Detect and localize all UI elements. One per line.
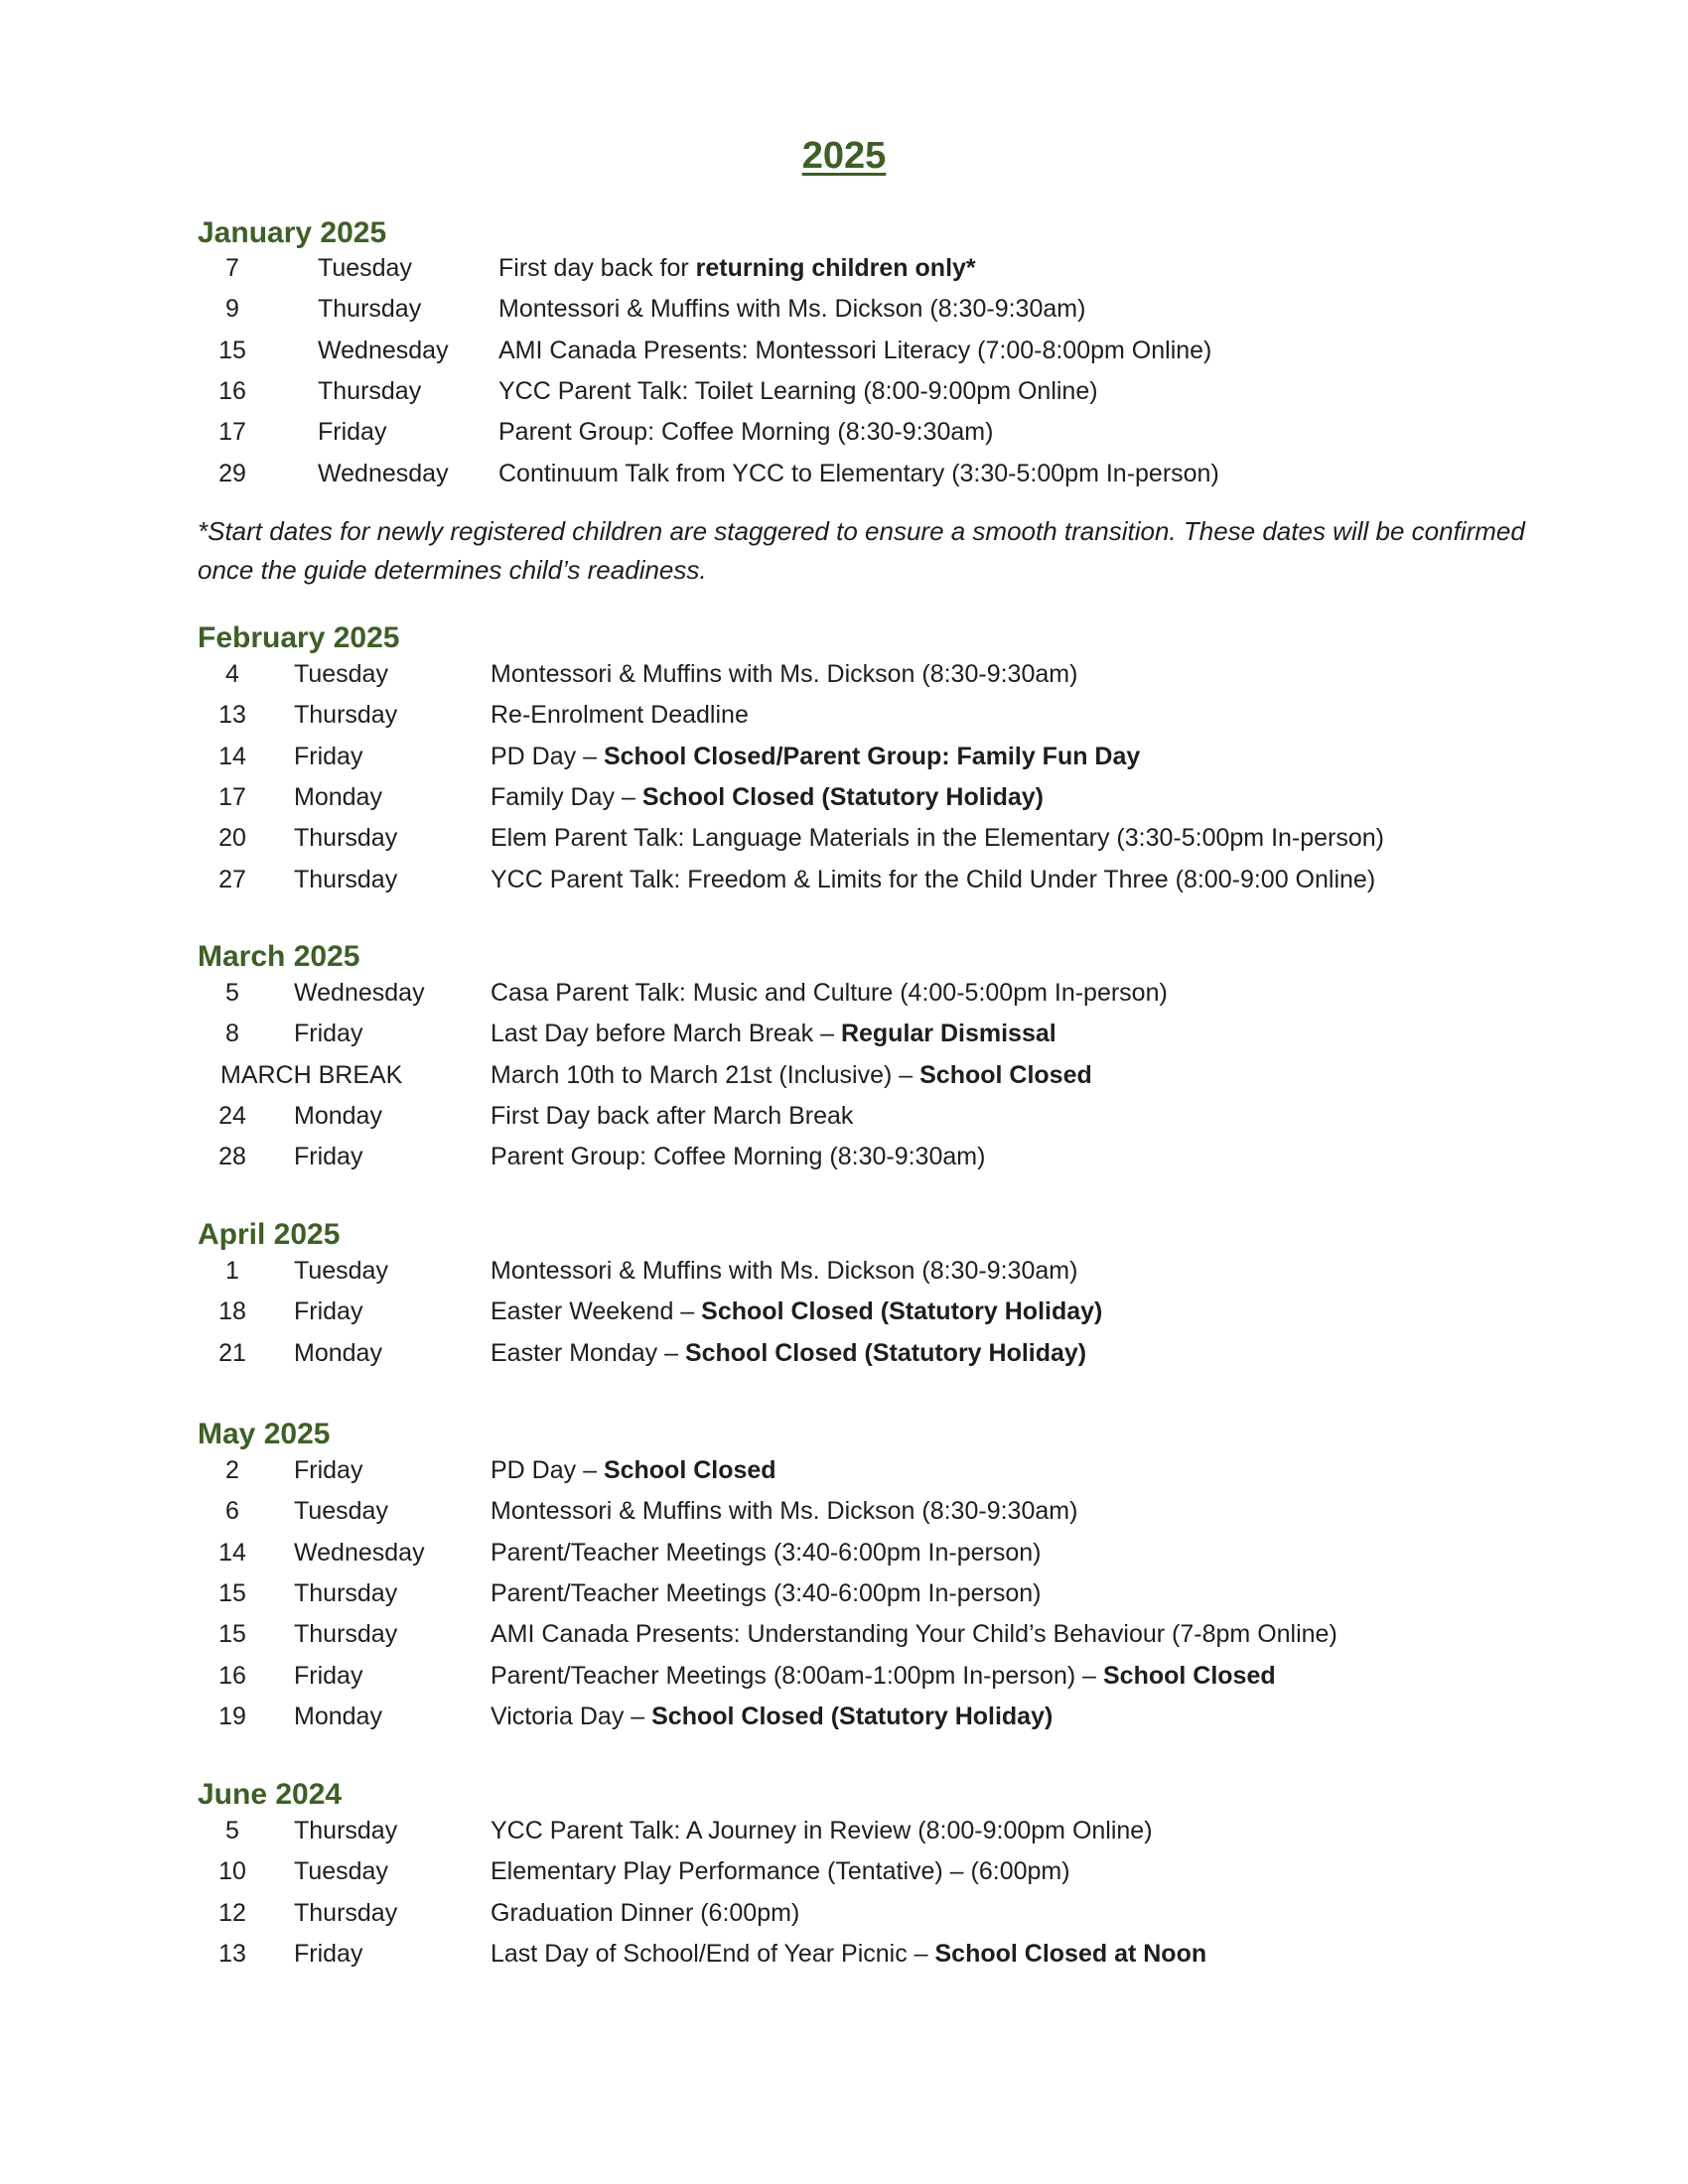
event-day: 4 xyxy=(225,660,239,688)
event-description-text: YCC Parent Talk: A Journey in Review (8:00-9:00pm Online) xyxy=(491,1817,1153,1844)
event-description xyxy=(491,1257,1077,1286)
event-description-text: Montessori & Muffins with Ms. Dickson (8:30-9:30am) xyxy=(498,295,1086,324)
event-row xyxy=(0,1817,1688,1857)
event-row xyxy=(0,660,1688,701)
event-row xyxy=(0,1940,1688,1980)
event-description xyxy=(491,1102,853,1131)
event-row xyxy=(0,337,1688,377)
event-description xyxy=(491,660,1077,689)
event-weekday: Tuesday xyxy=(294,660,388,688)
event-description xyxy=(498,460,1219,488)
event-weekday: Wednesday xyxy=(294,1538,425,1567)
event-description-text: Re-Enrolment Deadline xyxy=(491,701,749,730)
event-row xyxy=(0,743,1688,783)
event-weekday: Friday xyxy=(294,1297,363,1326)
event-description-text: Parent/Teacher Meetings (3:40-6:00pm In-person) xyxy=(491,1538,1042,1567)
event-day: 8 xyxy=(225,1020,239,1048)
event-row xyxy=(0,1620,1688,1661)
event-emphasis: School Closed (Statutory Holiday) xyxy=(701,1297,1103,1326)
event-description-text: YCC Parent Talk: Freedom & Limits for the Child Under Three (8:00-9:00 Online) xyxy=(491,865,1376,893)
event-weekday: Friday xyxy=(318,418,387,447)
event-description xyxy=(491,1143,985,1171)
event-row xyxy=(0,1061,1688,1102)
event-day: 15 xyxy=(218,1620,246,1649)
event-description-text: Montessori & Muffins with Ms. Dickson (8:30-9:30am) xyxy=(491,1497,1078,1526)
event-row xyxy=(0,418,1688,459)
event-day: 24 xyxy=(218,1101,246,1130)
event-row xyxy=(0,1703,1688,1743)
event-day: 14 xyxy=(218,1538,246,1567)
page-title: 2025 xyxy=(801,135,887,177)
event-row xyxy=(0,295,1688,336)
event-description-text: Family Day – xyxy=(491,782,642,811)
event-day: 15 xyxy=(218,336,246,364)
event-day: 13 xyxy=(218,1939,246,1968)
footnote: *Start dates for newly registered children are staggered to ensure a smooth transition. These dates will be confirmed once the guide determines child’s readiness. xyxy=(198,516,1525,585)
event-description xyxy=(491,783,1044,812)
event-weekday: Tuesday xyxy=(294,1857,388,1886)
event-weekday: Monday xyxy=(294,782,382,811)
event-day: 18 xyxy=(218,1297,246,1326)
event-day: 29 xyxy=(218,459,246,487)
event-day: 27 xyxy=(218,865,246,893)
event-day: 7 xyxy=(225,254,239,282)
event-description-text: Casa Parent Talk: Music and Culture (4:00-5:00pm In-person) xyxy=(491,979,1168,1007)
event-description-text: First day back for xyxy=(498,254,696,282)
event-description xyxy=(491,866,1375,894)
event-description xyxy=(491,1497,1077,1526)
event-description xyxy=(491,1339,1086,1368)
event-row xyxy=(0,377,1688,418)
event-description xyxy=(491,1579,1041,1608)
event-weekday: Friday xyxy=(294,1020,363,1048)
event-row xyxy=(0,1662,1688,1703)
month-heading: June 2024 xyxy=(198,1778,343,1811)
event-weekday: Thursday xyxy=(318,376,422,405)
event-description-text: Last Day of School/End of Year Picnic – xyxy=(491,1939,935,1968)
event-day: 1 xyxy=(225,1257,239,1285)
event-description-text: Parent Group: Coffee Morning (8:30-9:30am) xyxy=(498,418,994,447)
event-description-text: PD Day – xyxy=(491,1456,604,1484)
event-description-text: Continuum Talk from YCC to Elementary (3:30-5:00pm In-person) xyxy=(498,459,1219,487)
event-description xyxy=(491,1899,799,1928)
event-row xyxy=(0,1020,1688,1060)
event-description-text: AMI Canada Presents: Montessori Literacy (7:00-8:00pm Online) xyxy=(498,336,1212,364)
event-weekday: Thursday xyxy=(294,1898,398,1927)
event-weekday: Monday xyxy=(294,1101,382,1130)
event-weekday: Monday xyxy=(294,1702,382,1730)
event-description xyxy=(498,337,1211,365)
event-emphasis: School Closed xyxy=(1102,1661,1276,1690)
event-weekday: Friday xyxy=(294,1661,363,1690)
event-description-text: Montessori & Muffins with Ms. Dickson (8:30-9:30am) xyxy=(491,660,1078,688)
event-description xyxy=(491,1456,776,1485)
event-emphasis: School Closed (Statutory Holiday) xyxy=(641,782,1045,811)
event-emphasis: School Closed at Noon xyxy=(934,1939,1207,1968)
event-description-text: Parent Group: Coffee Morning (8:30-9:30am) xyxy=(491,1143,986,1171)
event-weekday: Thursday xyxy=(294,1578,398,1607)
month-heading: January 2025 xyxy=(198,216,387,249)
event-weekday: Wednesday xyxy=(318,459,449,487)
event-weekday: Thursday xyxy=(294,701,398,730)
event-row xyxy=(0,1297,1688,1338)
event-row xyxy=(0,1143,1688,1183)
event-row xyxy=(0,866,1688,906)
month-heading: May 2025 xyxy=(198,1418,331,1450)
event-row xyxy=(0,1579,1688,1620)
event-day: 6 xyxy=(225,1497,239,1526)
event-description xyxy=(491,824,1384,853)
event-row xyxy=(0,783,1688,824)
event-description-text: AMI Canada Presents: Understanding Your Child’s Behaviour (7-8pm Online) xyxy=(491,1620,1337,1649)
event-weekday: Friday xyxy=(294,1143,363,1171)
event-day: 20 xyxy=(218,824,246,853)
event-description-text: Last Day before March Break – xyxy=(491,1020,841,1048)
event-description xyxy=(498,377,1098,406)
event-day: 12 xyxy=(218,1898,246,1927)
event-weekday: Thursday xyxy=(294,1817,398,1844)
event-emphasis: School Closed (Statutory Holiday) xyxy=(684,1338,1087,1367)
month-heading: April 2025 xyxy=(198,1218,341,1251)
event-day: 15 xyxy=(218,1578,246,1607)
event-day: 2 xyxy=(225,1456,239,1484)
event-day: 17 xyxy=(218,418,246,447)
event-weekday: Tuesday xyxy=(318,254,412,282)
event-emphasis: returning children only* xyxy=(695,254,976,282)
event-weekday: Thursday xyxy=(318,295,422,324)
event-description xyxy=(498,418,993,447)
event-day: 28 xyxy=(218,1143,246,1171)
event-weekday: Thursday xyxy=(294,865,398,893)
event-weekday: Friday xyxy=(294,1939,363,1968)
event-description-text: Easter Weekend – xyxy=(491,1297,702,1326)
event-row xyxy=(0,1497,1688,1538)
event-weekday: Friday xyxy=(294,742,363,770)
event-row xyxy=(0,1899,1688,1940)
event-description-text: Elem Parent Talk: Language Materials in the Elementary (3:30-5:00pm In-person) xyxy=(491,824,1385,853)
event-emphasis: School Closed/Parent Group: Family Fun Day xyxy=(603,742,1141,770)
event-row xyxy=(0,824,1688,865)
event-row xyxy=(0,1257,1688,1297)
event-description xyxy=(491,1061,1092,1090)
event-description-text: Montessori & Muffins with Ms. Dickson (8:30-9:30am) xyxy=(491,1257,1078,1285)
event-description xyxy=(498,254,976,283)
event-weekday: Thursday xyxy=(294,1620,398,1649)
event-row xyxy=(0,1857,1688,1898)
event-day: 5 xyxy=(225,1817,239,1844)
event-description xyxy=(498,295,1085,324)
event-row xyxy=(0,1102,1688,1143)
event-description xyxy=(491,1703,1053,1731)
event-day: 13 xyxy=(218,701,246,730)
event-description xyxy=(491,1940,1206,1969)
event-row xyxy=(0,979,1688,1020)
event-weekday: Monday xyxy=(294,1338,382,1367)
event-description-text: Easter Monday – xyxy=(491,1338,685,1367)
event-description-text: Parent/Teacher Meetings (8:00am-1:00pm In-person) – xyxy=(491,1661,1103,1690)
event-description-text: Elementary Play Performance (Tentative) – (6:00pm) xyxy=(491,1857,1070,1886)
event-emphasis: School Closed xyxy=(603,1456,776,1484)
event-day: 21 xyxy=(218,1338,246,1367)
event-weekday: Thursday xyxy=(294,824,398,853)
event-row xyxy=(0,254,1688,295)
event-row xyxy=(0,460,1688,500)
event-label: MARCH BREAK xyxy=(220,1060,403,1089)
event-day: 9 xyxy=(225,295,239,324)
event-row xyxy=(0,1539,1688,1579)
event-weekday: Tuesday xyxy=(294,1257,388,1285)
event-description xyxy=(491,1817,1153,1845)
event-description-text: PD Day – xyxy=(491,742,604,770)
event-description xyxy=(491,979,1168,1008)
event-description xyxy=(491,701,749,730)
event-description xyxy=(491,1539,1041,1568)
event-weekday: Tuesday xyxy=(294,1497,388,1526)
event-description xyxy=(491,1857,1070,1886)
event-description xyxy=(491,1297,1102,1326)
event-row xyxy=(0,1456,1688,1497)
event-day: 10 xyxy=(218,1857,246,1886)
event-weekday: Friday xyxy=(294,1456,363,1484)
event-day: 17 xyxy=(218,782,246,811)
event-day: 16 xyxy=(218,1661,246,1690)
event-row xyxy=(0,701,1688,742)
event-description-text: YCC Parent Talk: Toilet Learning (8:00-9:00pm Online) xyxy=(498,376,1098,405)
event-day: 5 xyxy=(225,979,239,1007)
event-description xyxy=(491,1020,1056,1048)
event-description-text: First Day back after March Break xyxy=(491,1101,854,1130)
month-heading: February 2025 xyxy=(198,621,400,654)
event-description xyxy=(491,743,1140,771)
event-weekday: Wednesday xyxy=(294,979,425,1007)
event-description-text: Graduation Dinner (6:00pm) xyxy=(491,1898,800,1927)
event-description xyxy=(491,1662,1276,1691)
event-day: 16 xyxy=(218,376,246,405)
event-emphasis: School Closed (Statutory Holiday) xyxy=(651,1702,1054,1730)
event-row xyxy=(0,1339,1688,1380)
month-heading: March 2025 xyxy=(198,940,360,973)
event-description-text: Parent/Teacher Meetings (3:40-6:00pm In-person) xyxy=(491,1578,1042,1607)
event-day: 19 xyxy=(218,1702,246,1730)
event-weekday: Wednesday xyxy=(318,336,449,364)
event-description-text: March 10th to March 21st (Inclusive) – xyxy=(491,1060,920,1089)
event-description xyxy=(491,1620,1337,1649)
event-emphasis: School Closed xyxy=(919,1060,1092,1089)
event-emphasis: Regular Dismissal xyxy=(840,1020,1056,1048)
event-day: 14 xyxy=(218,742,246,770)
event-description-text: Victoria Day – xyxy=(491,1702,652,1730)
